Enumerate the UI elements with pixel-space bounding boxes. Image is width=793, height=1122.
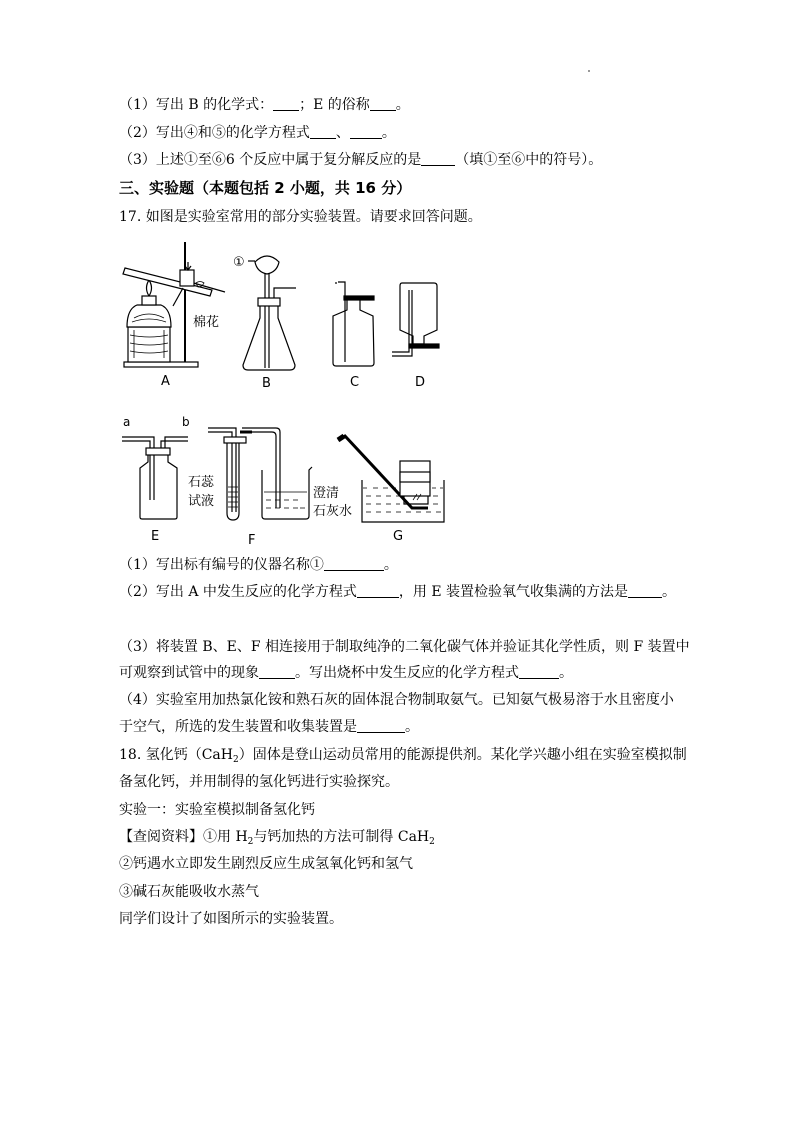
info-1-text2: 与钙加热的方法可制得 CaH bbox=[253, 829, 430, 845]
info-1-text: 【查阅资料】①用 H bbox=[119, 829, 248, 845]
q16-part2-text: （2）写出④和⑤的化学方程式 bbox=[119, 125, 310, 141]
label-c: C bbox=[350, 375, 360, 390]
q18-line2: 备氢化钙，并用制得的氢化钙进行实验探究。 bbox=[119, 774, 399, 790]
experiment-one: 实验一：实验室模拟制备氢化钙 bbox=[119, 802, 315, 818]
q18-text2: ）固体是登山运动员常用的能源提供剂。某化学兴趣小组在实验室模拟制 bbox=[238, 747, 687, 763]
q17-part4-line2 bbox=[119, 717, 419, 737]
q17-part3-line1: （3）将装置 B、E、F 相连接用于制取纯净的二氧化碳气体并验证其化学性质，则 F 装置中 bbox=[119, 639, 690, 655]
label-f: F bbox=[248, 533, 256, 548]
apparatus-a bbox=[123, 242, 225, 367]
answer-blank[interactable] bbox=[357, 583, 399, 598]
q17-stem: 17. 如图是实验室常用的部分实验装置。请要求回答问题。 bbox=[119, 209, 482, 225]
apparatus-f bbox=[208, 428, 312, 520]
q17-part2-text: （2）写出 A 中发生反应的化学方程式 bbox=[119, 584, 357, 600]
apparatus-e bbox=[122, 437, 188, 519]
q16-part3-text: （3）上述①至⑥6 个反应中属于复分解反应的是 bbox=[119, 152, 422, 168]
closing-line: 同学们设计了如图所示的实验装置。 bbox=[119, 911, 343, 927]
apparatus-b bbox=[243, 256, 296, 370]
info-2: ②钙遇水立即发生剧烈反应生成氢氧化钙和氢气 bbox=[119, 856, 413, 872]
q18-text: 18. 氢化钙（CaH bbox=[119, 747, 233, 763]
info-3: ③碱石灰能吸收水蒸气 bbox=[119, 884, 259, 900]
period: 。 bbox=[381, 125, 396, 141]
label-limewater2: 石灰水 bbox=[313, 504, 353, 519]
period: 。 bbox=[405, 719, 419, 735]
label-a: A bbox=[161, 374, 170, 389]
label-b-tube: b bbox=[182, 415, 190, 429]
subscript: 2 bbox=[232, 755, 239, 765]
q17-part3-text2: 。写出烧杯中发生反应的化学方程式 bbox=[295, 665, 519, 681]
q17-part4-line1: （4）实验室用加热氯化铵和熟石灰的固体混合物制取氨气。已知氨气极易溶于水且密度小 bbox=[119, 692, 674, 708]
label-circle1: ① bbox=[233, 255, 245, 270]
label-g: G bbox=[393, 529, 404, 544]
label-e: E bbox=[151, 529, 160, 544]
q17-part3-line2 bbox=[119, 663, 573, 683]
apparatus-g bbox=[338, 436, 444, 522]
label-d: D bbox=[415, 375, 426, 390]
apparatus-d bbox=[392, 283, 439, 356]
separator: 、 bbox=[335, 125, 350, 141]
label-a-tube: a bbox=[123, 415, 131, 429]
q17-part4-text: 于空气，所选的发生装置和收集装置是 bbox=[119, 719, 357, 735]
apparatus-c bbox=[333, 282, 374, 366]
period: 。 bbox=[395, 97, 410, 113]
answer-blank[interactable] bbox=[324, 556, 384, 571]
q18-line1 bbox=[119, 745, 687, 765]
q16-part3-text2: （填①至⑥中的符号）。 bbox=[455, 152, 603, 168]
q17-part1-text: （1）写出标有编号的仪器名称① bbox=[119, 557, 324, 573]
label-cotton: 棉花 bbox=[193, 315, 220, 330]
q17-part1 bbox=[119, 555, 398, 575]
subscript: 2 bbox=[429, 837, 435, 847]
subscript: 2 bbox=[247, 837, 254, 847]
answer-blank[interactable] bbox=[519, 664, 559, 679]
q17-part2-text2: ，用 E 装置检验氧气收集满的方法是 bbox=[398, 584, 629, 600]
answer-blank[interactable] bbox=[628, 583, 662, 598]
q17-part2 bbox=[119, 582, 676, 602]
info-1 bbox=[119, 827, 435, 847]
q17-part3-text: 可观察到试管中的现象 bbox=[119, 665, 259, 681]
q16-part1-text: （1）写出 B 的化学式： bbox=[119, 97, 274, 113]
label-limewater1: 澄清 bbox=[313, 486, 340, 501]
section-heading: 三、实验题（本题包括 2 小题，共 16 分） bbox=[119, 179, 412, 197]
label-litmus2: 试液 bbox=[188, 494, 215, 509]
period: 。 bbox=[662, 584, 677, 600]
period: 。 bbox=[383, 557, 398, 573]
label-litmus1: 石蕊 bbox=[188, 475, 215, 490]
answer-blank[interactable] bbox=[259, 664, 295, 679]
period: 。 bbox=[559, 665, 573, 681]
answer-blank[interactable] bbox=[357, 718, 405, 733]
label-b: B bbox=[262, 376, 271, 391]
q16-part1-text2: ；E 的俗称 bbox=[299, 97, 370, 113]
